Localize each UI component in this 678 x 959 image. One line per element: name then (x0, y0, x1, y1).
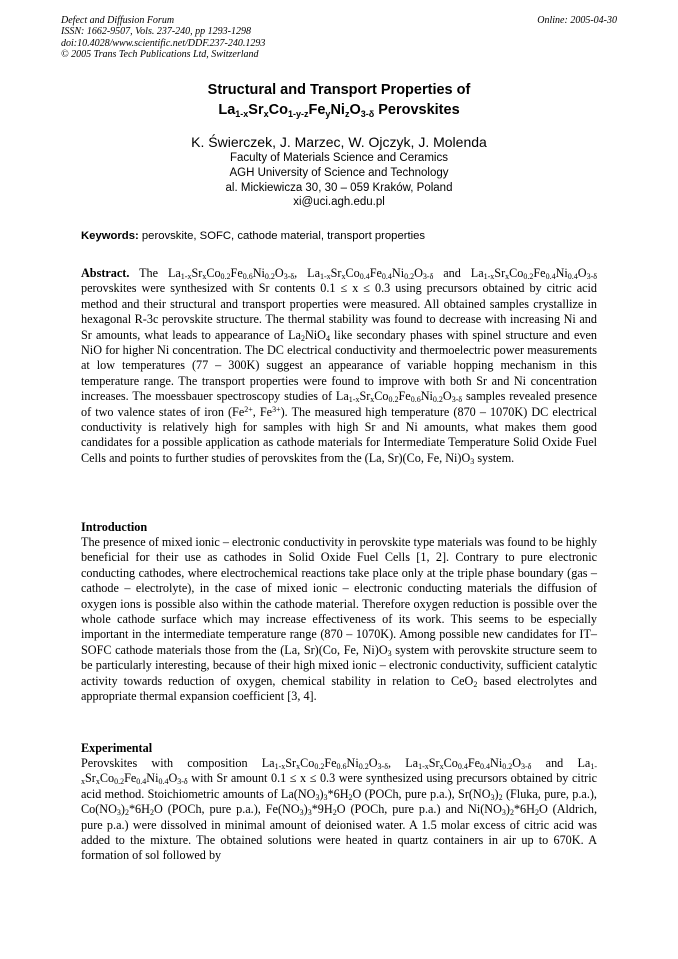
paper-title (0, 80, 678, 120)
experimental-heading: Experimental (81, 741, 153, 755)
issn-line: ISSN: 1662-9507, Vols. 237-240, pp 1293-1298 (61, 26, 251, 38)
affiliation-university: AGH University of Science and Technology (229, 166, 449, 179)
experimental-paragraph: Perovskites with composition $La_{1-x}Sr_xCo_{0.2}Fe_{0.6}Ni_{0.2}O_{3-\delta}$, $La_{1-x}Sr_xCo_{0.4}Fe_{0.4}Ni_{0.2}O_{3-\delta}$ and $La_{1-x}Sr_xCo_{0.2}Fe_{0.4}Ni_{0.4}O_{3-\delta}$ with Sr amount 0.1 ≤ x ≤ 0.3 were synthesized using precursors obtained by citric acid method. Stoichiometric amounts of $La(NO_3)_3*6H_2O$ (POCh, pure p.a.), $Sr(NO_3)_2$ (Fluka, pure, p.a.), $Co(NO_3)_2*6H_2O$ (POCh, pure p.a.), $Fe(NO_3)_3*9H_2O$ (POCh, pure p.a.) and $Ni(NO_3)_2*6H_2O$ (Aldrich, pure p.a.) were dissolved in minimal amount of deionised water. A 1.5 molar excess of citric acid was added to the mixture. The obtained solutions were heated in quartz containers in air up to 670K. A formation of sol followed by (81, 756, 598, 863)
title-line-2: $La_{1-x}Sr_xCo_{1-y-z}Fe_yNi_zO_{3-\delta}$ Perovskites (218, 102, 460, 119)
introduction-heading: Introduction (81, 520, 148, 534)
keywords-text: perovskite, SOFC, cathode material, transport properties (138, 230, 426, 242)
journal-header (61, 15, 617, 60)
journal-name: Defect and Diffusion Forum (61, 15, 175, 26)
author-email: xi@uci.agh.edu.pl (293, 196, 385, 209)
title-line-1: Structural and Transport Properties of (207, 82, 471, 98)
keywords-line (81, 229, 621, 244)
affiliation-address: al. Mickiewicza 30, 30 – 059 Kraków, Poland (225, 181, 453, 194)
online-date: Online: 2005-04-30 (537, 15, 617, 26)
doi-line: doi:10.4028/www.scientific.net/DDF.237-240.1293 (61, 37, 266, 49)
abstract-paragraph (81, 266, 597, 466)
affiliation-block (0, 151, 678, 210)
abstract-label: Abstract. (81, 266, 130, 280)
affiliation-faculty: Faculty of Materials Science and Ceramics (230, 152, 448, 164)
copyright-line: © 2005 Trans Tech Publications Ltd, Switzerland (61, 48, 259, 60)
abstract-text: The $La_{1-x}Sr_xCo_{0.2}Fe_{0.6}Ni_{0.2}O_{3-\delta}$, $La_{1-x}Sr_xCo_{0.4}Fe_{0.4}Ni_{0.2}O_{3-\delta}$ and $La_{1-x}Sr_xCo_{0.2}Fe_{0.4}Ni_{0.4}O_{3-\delta}$ perovskites were synthesized with Sr contents 0.1 ≤ x ≤ 0.3 using precursors obtained by citric acid method and their structural and transport properties were measured. All obtained samples crystallize in hexagonal R-3c perovskite structure. The thermal stability was found to decrease with increasing Ni and Sr amounts, what leads to appearance of $La_2NiO_4$ like secondary phases with spinel structure and even NiO for higher Ni concentration. The DC electrical conductivity and thermoelectric power measurements at low temperatures (77 – 300K) suggest an appearance of variable hopping mechanism in this temperature range. The transport properties were found to improve with both Sr and Ni concentration increases. The moessbauer spectroscopy studies of $La_{1-x}Sr_xCo_{0.2}Fe_{0.6}Ni_{0.2}O_{3-\delta}$ samples revealed presence of two valence states of iron ($Fe^{2+}$, $Fe^{3+}$). The measured high temperature (870 – 1070K) DC electrical conductivity is relatively high for samples with high Sr and Ni amounts, what makes them good candidates for a possible application as cathode materials for Intermediate Temperature Solid Oxide Fuel Cells and points to further studies of perovskites from the (La, Sr)(Co, Fe, $Ni)O_3$ system. (81, 266, 597, 466)
keywords-label: Keywords: (81, 230, 139, 242)
introduction-paragraph: The presence of mixed ionic – electronic conductivity in perovskite type materials was found to be highly beneficial for their use as cathodes in Solid Oxide Fuel Cells [1, 2]. Contrary to pure electronic conducting cathodes, where electrochemical reactions take place only at the triple phase boundary (gas – cathode – electrolyte), in the case of mixed ionic – electronic conducting materials the diffusion of oxygen ions is possible also within the cathode material. Therefore oxygen reduction is possible over the whole cathode surface which may increase effectiveness of its work. This seems to be especially important in the intermediate temperature range (870 – 1070K). Among possible new candidates for IT–SOFC cathode materials those from the (La, Sr)(Co, Fe, $Ni)O_3$ system with perovskite structure seem to be particularly interesting, because of their high mixed ionic – electronic conductivity, sufficient catalytic activity towards reduction of oxygen, chemical stability in relation to CeO$_2$ based electrolytes and appropriate thermal expansion coefficient [3, 4]. (81, 535, 597, 704)
author-list: K. Świerczek, J. Marzec, W. Ojczyk, J. Molenda (191, 134, 487, 150)
